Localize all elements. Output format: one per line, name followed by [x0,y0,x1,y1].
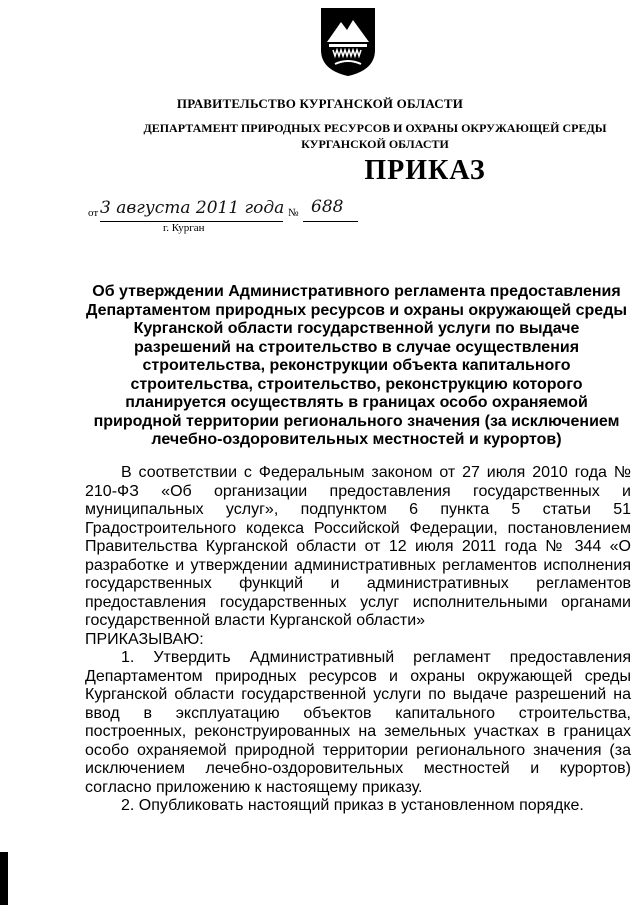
item-1-paragraph: 1. Утвердить Административный регламент предоставления Департаментом природных ресурсов и охраны окружающей среды Курганской области государственной услуги по выдаче разрешений на ввод в эксплуатацию объектов капитального строительства, построенных, реконструированных на земельных участках в границах особо охраняемой природной территории регионального значения (за исключением лечебно-оздоровительных местностей и курортов) согласно приложению к настоящему приказу. [85,649,631,796]
preamble-paragraph: В соответствии с Федеральным законом от 27 июля 2010 года № 210-ФЗ «Об организации предоставления государственных и муниципальных услуг», подпунктом 6 пункта 5 статьи 51 Градостроительного кодекса Российской Федерации, постановлением Правительства Курганской области от 12 июля 2011 года № 344 «О разработке и утверждении административных регламентов исполнения государственных функций и административных регламентов предоставления государственных услуг исполнительными органами государственной власти Курганской области» [85,464,631,629]
number-underline [303,221,358,222]
handwritten-date: 3 августа 2011 года [100,198,285,218]
city-label: г. Курган [163,222,205,234]
government-name: ПРАВИТЕЛЬСТВО КУРГАНСКОЙ ОБЛАСТИ [176,96,464,111]
kurgan-emblem-icon [319,6,377,78]
document-type: ПРИКАЗ [364,155,486,186]
date-number-line [88,198,358,224]
scan-edge-mark [0,852,8,905]
department-name: ДЕПАРТАМЕНТ ПРИРОДНЫХ РЕСУРСОВ И ОХРАНЫ ОКРУЖАЮЩЕЙ СРЕДЫ КУРГАНСКОЙ ОБЛАСТИ [143,121,607,151]
number-label: № [288,207,299,219]
document-title: Об утверждении Административного регламента предоставления Департаментом природных ресурсов и охраны окружающей среды Курганской области государственной услуги по выдаче разрешений на строительство в случае осуществления строительства, реконструкции объекта капитального строительства, строительство, реконструкцию которого планируется осуществлять в границах особо охраняемой природной территории регионального значения (за исключением лечебно-оздоровительных местностей и курортов) [85,283,628,448]
order-word: ПРИКАЗЫВАЮ: [85,630,204,648]
from-label: от [88,207,99,219]
item-2-paragraph: 2. Опубликовать настоящий приказ в установленном порядке. [121,797,584,814]
handwritten-number: 688 [311,197,344,217]
document-body [85,464,631,816]
